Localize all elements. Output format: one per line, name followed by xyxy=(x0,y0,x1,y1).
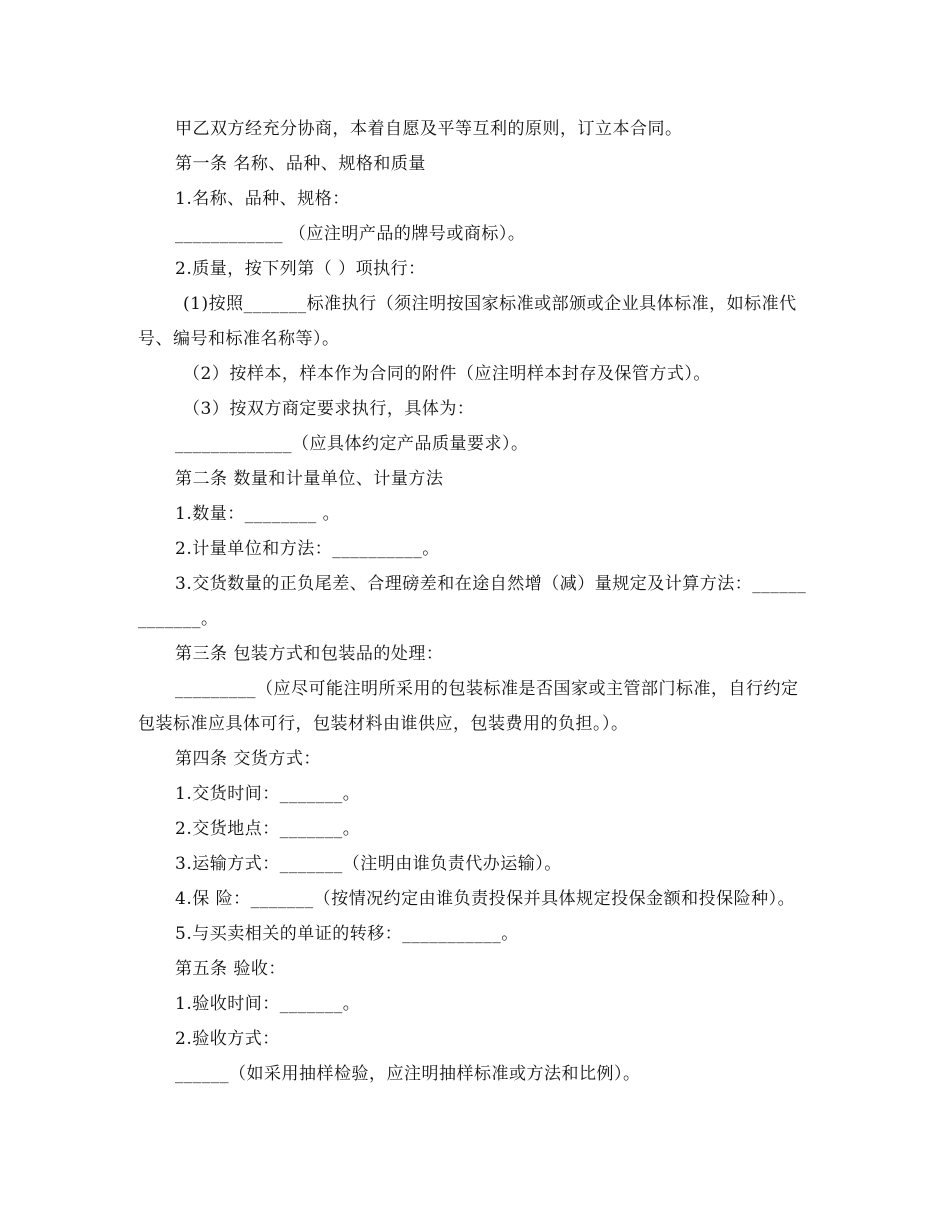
intro-paragraph: 甲乙双方经充分协商，本着自愿及平等互利的原则，订立本合同。 xyxy=(175,119,683,139)
article-5-heading: 第五条 验收： xyxy=(175,959,286,979)
article-2-item-2: 2.计量单位和方法：__________。 xyxy=(175,539,440,559)
article-1-item-2: 2.质量，按下列第（ ）项执行： xyxy=(175,259,426,279)
article-3-heading: 第三条 包装方式和包装品的处理： xyxy=(175,644,444,664)
article-5-item-2-blank: ______（如采用抽样检验，应注明抽样标准或方法和比例）。 xyxy=(175,1064,641,1084)
article-2-heading: 第二条 数量和计量单位、计量方法 xyxy=(175,469,444,489)
article-3-body: _________（应尽可能注明所采用的包装标准是否国家或主管部门标准，自行约定包装标准应具体可行，包装材料由谁供应，包装费用的负担。）。 xyxy=(138,679,799,734)
quality-option-3-blank: _____________（应具体约定产品质量要求）。 xyxy=(175,434,529,454)
article-2-item-3: 3.交货数量的正负尾差、合理磅差和在途自然增（减）量规定及计算方法：_____________。 xyxy=(138,574,807,629)
article-1-item-1: 1.名称、品种、规格： xyxy=(175,189,350,209)
article-4-item-3: 3.运输方式：_______（注明由谁负责代办运输）。 xyxy=(175,854,562,874)
quality-option-1: (1)按照_______标准执行（须注明按国家标准或部颁或企业具体标准，如标准代号、编号和标准名称等）。 xyxy=(138,294,797,349)
article-4-item-4: 4.保 险：_______（按情况约定由谁负责投保并具体规定投保金额和投保险种）。 xyxy=(175,889,796,909)
article-1-heading: 第一条 名称、品种、规格和质量 xyxy=(175,154,426,174)
contract-body xyxy=(138,112,814,1092)
quality-option-3: （3）按双方商定要求执行，具体为： xyxy=(183,399,475,419)
article-4-item-2: 2.交货地点：_______。 xyxy=(175,819,361,839)
article-2-item-1: 1.数量：________ 。 xyxy=(175,504,341,524)
article-5-item-2: 2.验收方式： xyxy=(175,1029,280,1049)
article-4-heading: 第四条 交货方式： xyxy=(175,749,321,769)
quality-option-2: （2）按样本，样本作为合同的附件（应注明样本封存及保管方式）。 xyxy=(183,364,711,384)
article-1-item-1-blank: ____________ （应注明产品的牌号或商标）。 xyxy=(175,224,526,244)
article-4-item-1: 1.交货时间：_______。 xyxy=(175,784,361,804)
article-5-item-1: 1.验收时间：_______。 xyxy=(175,994,361,1014)
article-4-item-5: 5.与买卖相关的单证的转移：___________。 xyxy=(175,924,519,944)
